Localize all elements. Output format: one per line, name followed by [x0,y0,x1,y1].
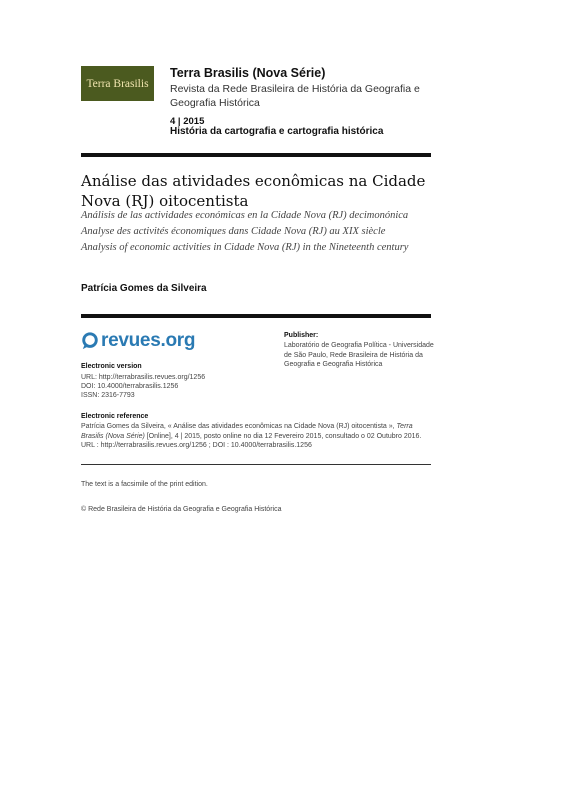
article-title-english: Analysis of economic activities in Cidade Nova (RJ) in the Nineteenth century [81,242,409,253]
issue-number: 4 | 2015 [170,116,205,127]
revues-logo-text: revues.org [101,330,196,351]
issue-title: História da cartografia e cartografia histórica [170,126,384,137]
revues-logo[interactable] [81,330,195,352]
electronic-version-issn: ISSN: 2316-7793 [81,392,135,399]
revues-logo-icon [81,332,99,350]
middle-rule-divider [81,314,431,318]
electronic-version-doi[interactable]: DOI: 10.4000/terrabrasilis.1256 [81,383,179,390]
reference-journal-name: Terra Brasilis (Nova Série) [81,423,413,440]
electronic-version-label: Electronic version [81,363,142,370]
reference-prefix: Patrícia Gomes da Silveira, « Análise das atividades econômicas na Cidade Nova (RJ) oitocentista », [81,423,397,430]
article-title: Análise das atividades econômicas na Cidade Nova (RJ) oitocentista [81,172,426,210]
journal-subtitle: Revista da Rede Brasileira de História da Geografia e Geografia Histórica [170,83,420,109]
journal-logo [81,66,154,101]
article-title-spanish: Análisis de las actividades económicas en la Cidade Nova (RJ) decimonónica [81,210,409,221]
electronic-version-url[interactable]: URL: http://terrabrasilis.revues.org/1256 [81,374,206,381]
journal-title: Terra Brasilis (Nova Série) [170,66,326,80]
author-name: Patrícia Gomes da Silveira [81,283,207,294]
facsimile-note: The text is a facsimile of the print edition. [81,481,208,488]
publisher-text: Laboratório de Geografia Política - Universidade de São Paulo, Rede Brasileira de História da Geografia e Geografia Histórica [284,342,434,368]
publisher-label: Publisher: [284,332,319,339]
top-rule-divider [81,153,431,157]
electronic-reference-text [81,422,431,451]
bottom-rule-divider [81,464,431,465]
article-title-french: Analyse des activités économiques dans Cidade Nova (RJ) au XIX siècle [81,226,386,237]
reference-suffix: [Online], 4 | 2015, posto online no dia 12 Fevereiro 2015, consultado o 02 Outubro 2016. URL : http://terrabrasilis.revues.org/1256 ; DOI : 10.4000/terrabrasilis.1256 [81,432,422,449]
copyright-notice: © Rede Brasileira de História da Geografia e Geografia Histórica [81,506,282,513]
journal-logo-text: Terra Brasilis [86,77,149,90]
electronic-reference-label: Electronic reference [81,413,149,420]
